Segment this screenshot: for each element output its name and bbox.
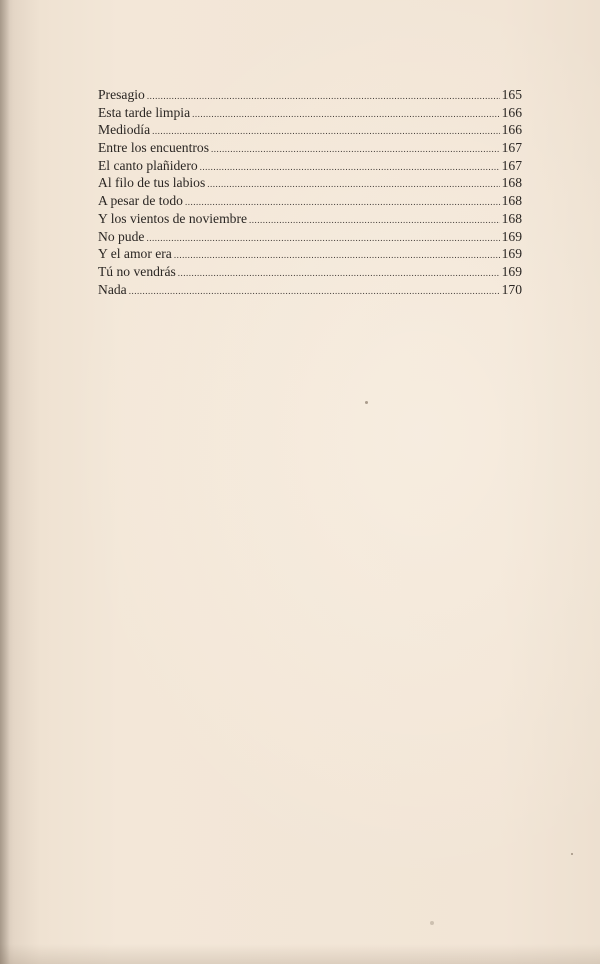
page-bottom-shadow [0,944,600,964]
toc-dot-leader [174,247,500,265]
toc-dot-leader [192,106,500,124]
toc-entry-page: 168 [501,175,522,191]
toc-entry [98,121,522,139]
toc-entry-page: 168 [501,210,522,226]
toc-entry [98,174,522,192]
toc-entry [98,210,522,228]
toc-entry [98,139,522,157]
toc-dot-leader [200,159,500,177]
toc-entry-title: Y los vientos de noviembre [98,210,248,226]
toc-entry-title: A pesar de todo [98,193,183,209]
toc-entry-title: Al filo de tus labios [98,175,206,191]
toc-entry [98,228,522,246]
toc-entry-page: 167 [501,140,522,156]
toc-entry-title: Nada [98,281,127,297]
toc-entry [98,86,522,104]
toc-entry-page: 167 [501,157,522,173]
page-gutter-shadow [0,0,10,964]
toc-entry-title: No pude [98,228,145,244]
toc-entry-page: 165 [501,87,522,102]
toc-entry-page: 166 [501,104,522,120]
toc-entry-page: 168 [501,193,522,209]
toc-entry-title: Y el amor era [98,246,172,262]
paper-speck [365,401,368,404]
toc-entry-page: 169 [501,228,522,244]
toc-entry-title: Presagio [98,87,145,102]
toc-dot-leader [129,283,500,301]
toc-entry-page: 169 [501,246,522,262]
toc-entry-title: Mediodía [98,122,151,138]
toc-dot-leader [249,212,500,230]
toc-entry-title: Esta tarde limpia [98,104,191,120]
toc-dot-leader [211,141,500,159]
toc-dot-leader [178,265,500,283]
table-of-contents [98,86,522,298]
toc-entry-page: 166 [501,122,522,138]
toc-entry [98,245,522,263]
toc-entry-title: El canto plañidero [98,157,198,173]
toc-entry [98,157,522,175]
toc-entry [98,263,522,281]
toc-entry [98,104,522,122]
paper-speck [571,853,573,855]
toc-entry [98,281,522,299]
toc-entry-page: 169 [501,263,522,279]
paper-speck [430,921,434,925]
toc-dot-leader [146,230,499,248]
toc-entry-page: 170 [501,281,522,297]
toc-entry [98,192,522,210]
toc-entry-title: Tú no vendrás [98,263,176,279]
toc-entry-title: Entre los encuentros [98,140,209,156]
toc-dot-leader [207,176,499,194]
toc-dot-leader [147,88,500,106]
